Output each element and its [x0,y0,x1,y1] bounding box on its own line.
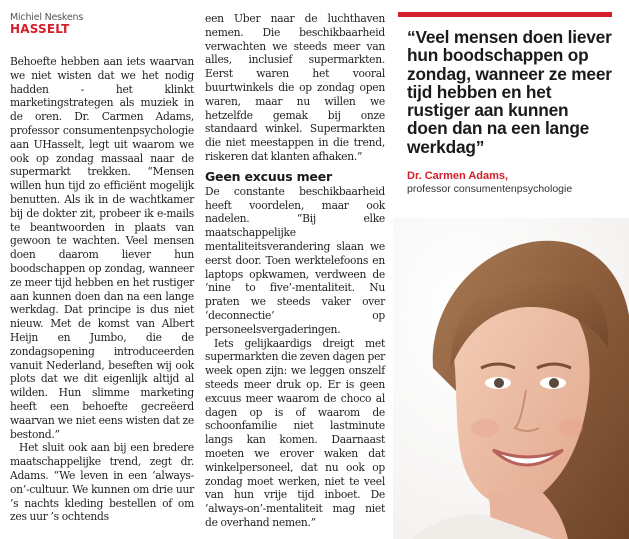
paragraph: Het sluit ook aan bij een bredere maatschappelijke trend, zegt dr. Adams. “We leven in een ‘always-on’-cultuur. We kunnen om drie uur ’s nachts kleding bestellen of om zes uur ’s ochtends [10,441,194,524]
author-byline: Michiel Neskens [10,12,84,23]
section-subhead: Geen excuus meer [205,168,332,184]
paragraph: De constante beschikbaarheid heeft voordelen, maar ook nadelen. “Bij elke maatschappelijke mentaliteitsverandering slaan we eerst door. Toen werktelefoons en laptops opkwamen, verdween de ‘nine to five’-mentaliteit. Nu praten we steeds vaker over ‘deconnectie’ op personeelsvergaderingen. [205,184,385,336]
city-dateline: HASSELT [10,22,70,36]
portrait-photo [393,218,629,539]
pull-quote [398,12,612,196]
pull-quote-text: “Veel mensen doen liever hun boodschappen op zondag, wanneer ze meer tijd hebben en het rustiger aan kunnen doen dan na een lange werkdag” [407,27,612,157]
paragraph: Iets gelijkaardigs dreigt met supermarkten die zeven dagen per week open zijn: we leggen onszelf steeds meer druk op. Er is geen excuus meer waarom de choco al dagen op is of waarom de schoonfamilie niet lastminute langs kan komen. Daarnaast moeten we erover waken dat winkelpersoneel, dat nu ook op zondag moet werken, niet te veel van hun vrije tijd inboet. De ‘always-on’-mentaliteit mag niet de overhand nemen.” [205,336,385,529]
article-body-col2-lead [205,12,385,164]
portrait-illustration [393,218,629,539]
article-body-col1 [10,55,194,524]
paragraph: Behoefte hebben aan iets waarvan we niet wisten dat we het nodig hadden - het klinkt marketingstrategen als muziek in de oren. Dr. Carmen Adams, professor consumentenpsychologie aan UHasselt, legt uit waarom we ook op zondag massaal naar de supermarkt trekken. “Mensen willen hun tijd zo efficiënt mogelijk benutten. Als ik in de wachtkamer bij de dokter zit, probeer ik e-mails te beantwoorden in plaats van gewoon te wachten. Veel mensen doen daarom liever hun boodschappen op zondag, wanneer ze meer tijd hebben en het rustiger aan kunnen doen dan na een lange werkdag. Dat principe is dus niet nieuw. Met de komst van Albert Heijn en Jumbo, die de zondagsopening introduceerden vanuit Nederland, beseften wij ook plots dat we dit eigenlijk altijd al wilden. Hun slimme marketing heeft een behoefte gecreëerd waarvan we niet eens wisten dat ze bestond.” [10,55,194,441]
pull-quote-author: Dr. Carmen Adams, [407,170,509,183]
article-column-1 [10,0,194,524]
paragraph: een Uber naar de luchthaven nemen. Die beschikbaarheid verwachten we steeds meer van alles, inclusief supermarkten. Eerst waren het vooral buurtwinkels die op zondag open waren, maar nu willen we hetzelfde gemak bij onze standaard winkel. Supermarkten die niet meestappen in die trend, riskeren dat klanten afhaken.” [205,12,385,163]
article-column-2 [205,0,385,530]
pull-quote-role: professor consumentenpsychologie [407,183,573,196]
article-body-col2 [205,185,385,530]
